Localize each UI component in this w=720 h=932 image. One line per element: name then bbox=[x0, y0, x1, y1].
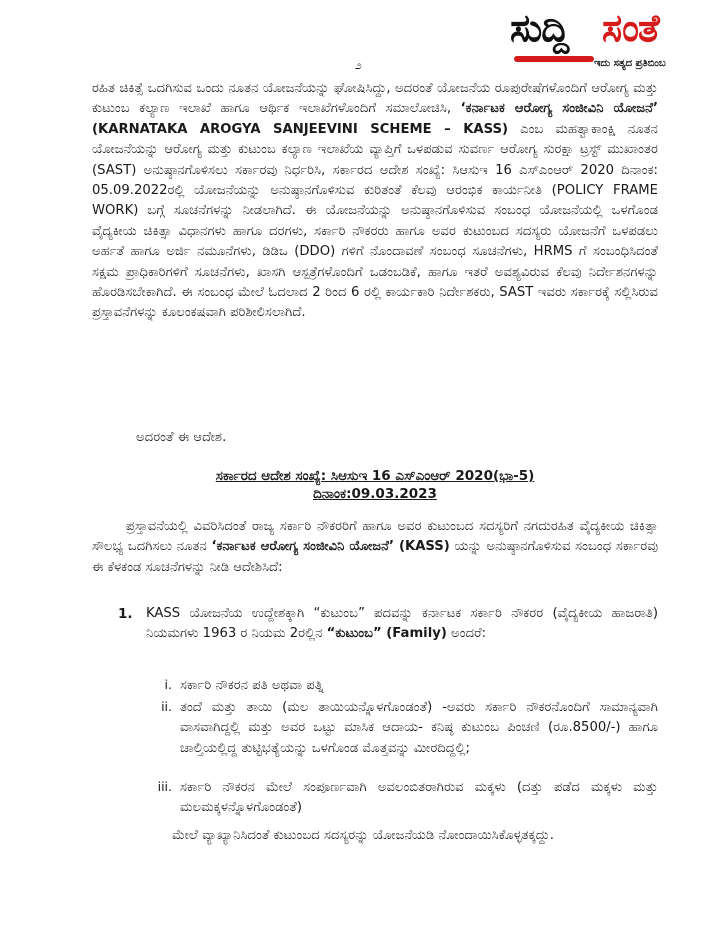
registration-paragraph: ಮೇಲೆ ವ್ಯಾಖ್ಯಾನಿಸಿದಂತೆ ಕುಟುಂಬದ ಸದಸ್ಯರನ್ನು ಯೋಜನೆಯಡಿ ನೋಂದಾಯಿಸಿಕೊಳ್ಳತಕ್ಕದ್ದು. bbox=[172, 828, 554, 843]
logo-word-suddi: ಸುದ್ದಿ bbox=[510, 6, 569, 50]
intro-text-start: ರಹಿತ ಚಿಕಿತ್ಸೆ ಒದಗಿಸುವ ಒಂದು ನೂತನ ಯೋಜನೆಯನ್ನು ಘೋಷಿಸಿದ್ದು, ಅದರಂತೆ ಯೋಜನೆಯ ರೂಪುರೇಷೆಗಳೊಂದಿಗೆ ಆರೋಗ್ಯ ಮತ್ತು ಕುಟುಂಬ ಕಲ್ಯಾಣ ಇಲಾಖೆ ಹಾಗೂ ಆರ್ಥಿಕ ಇಲಾಖೆಗಳೊಂದಿಗೆ ಸಮಾಲೋಚಿಸಿ, bbox=[92, 81, 658, 117]
page-number: ೨ bbox=[355, 58, 362, 72]
brand-logo bbox=[510, 6, 710, 76]
order-text-start: ಪ್ರಸ್ತಾವನೆಯಲ್ಲಿ ವಿವರಿಸಿದಂತೆ ರಾಜ್ಯ ಸರ್ಕಾರಿ ನೌಕರರಿಗೆ ಹಾಗೂ ಅವರ ಕುಟುಂಬದ ಸದಸ್ಯರಿಗೆ ನಗದುರಹಿತ ವೈದ್ಯಕೀಯ ಚಿಕಿತ್ಸಾ ಸೌಲಭ್ಯ ಒದಗಿಸಲು ನೂತನ bbox=[92, 519, 658, 555]
subitem-number: i. bbox=[164, 677, 172, 692]
scheme-name-english: (KARNATAKA AROGYA SANJEEVINI SCHEME – KASS) bbox=[92, 121, 509, 137]
order-number: ಸರ್ಕಾರದ ಆದೇಶ ಸಂಖ್ಯೆ: ಸಿಆಸುಇ 16 ಎಸ್‌ಎಂಆರ್ 2020(ಭಾ-5) bbox=[215, 468, 535, 484]
list-item-family-definition bbox=[146, 604, 658, 645]
subitem-number: ii. bbox=[161, 699, 172, 714]
order-heading bbox=[92, 467, 658, 503]
order-paragraph bbox=[92, 517, 658, 578]
family-definition-text: KASS ಯೋಜನೆಯ ಉದ್ದೇಶಕ್ಕಾಗಿ “ಕುಟುಂಬ” ಪದವನ್ನು ಕರ್ನಾಟಕ ಸರ್ಕಾರಿ ನೌಕರರ (ವೈದ್ಯಕೀಯ ಹಾಜರಾತಿ) ನಿಯಮಗಳು 1963 ರ ನಿಯಮ 2ರಲ್ಲಿನ bbox=[146, 606, 658, 642]
order-text-rest: ಯನ್ನು ಅನುಷ್ಠಾನಗೊಳಿಸುವ ಸಂಬಂಧ ಸರ್ಕಾರವು ಈ ಕೆಳಕಂಡ ಸೂಚನೆಗಳನ್ನು ನೀಡಿ ಆದೇಶಿಸಿದೆ: bbox=[92, 539, 658, 575]
order-statement: ಅದರಂತೆ ಈ ಆದೇಶ. bbox=[136, 430, 227, 445]
scheme-name-kannada: ‘ಕರ್ನಾಟಕ ಆರೋಗ್ಯ ಸಂಜೀವಿನಿ ಯೋಜನೆ’ bbox=[460, 101, 658, 117]
intro-paragraph bbox=[92, 79, 658, 324]
intro-text-rest: ಎಂಬ ಮಹತ್ವಾಕಾಂಕ್ಷಿ ನೂತನ ಯೋಜನೆಯನ್ನು ಆರೋಗ್ಯ ಮತ್ತು ಕುಟುಂಬ ಕಲ್ಯಾಣ ಇಲಾಖೆಯ ವ್ಯಾಪ್ತಿಗೆ ಒಳಪಡುವ ಸುವರ್ಣ ಆರೋಗ್ಯ ಸುರಕ್ಷಾ ಟ್ರಸ್ಟ್ ಮುಖಾಂತರ (SAST) ಅನುಷ್ಠಾನಗೊಳಿಸಲು ಸರ್ಕಾರವು ನಿರ್ಧರಿಸಿ, ಸರ್ಕಾರದ ಆದೇಶ ಸಂಖ್ಯೆ: ಸಿಆಸುಇ 16 ಎಸ್‌ಎಂಆರ್ 2020 ದಿನಾಂಕ: 05.09.2022ರಲ್ಲಿ ಯೋಜನೆಯನ್ನು ಅನುಷ್ಠಾನಗೊಳಿಸುವ ಕುರಿತಂತೆ ಕೆಲವು ಆರಂಭಿಕ ಕಾರ್ಯನೀತಿ (POLICY FRAME WORK) ಬಗ್ಗೆ ಸೂಚನೆಗಳನ್ನು ನೀಡಲಾಗಿದೆ. ಈ ಯೋಜನೆಯನ್ನು ಅನುಷ್ಠಾನಗೊಳಿಸುವ ಸಂಬಂಧ ಯೋಜನೆಯಲ್ಲಿ ಒಳಗೊಂಡ ವೈದ್ಯಕೀಯ ಚಿಕಿತ್ಸಾ ವಿಧಾನಗಳು ಹಾಗೂ ದರಗಳು, ಸರ್ಕಾರಿ ನೌಕರರು ಹಾಗೂ ಅವರ ಕುಟುಂಬದ ಸದಸ್ಯರು ಯೋಜನೆಗೆ ಒಳಪಡಲು ಅರ್ಹತೆ ಹಾಗೂ ಅರ್ಜಿ ನಮೂನೆಗಳು, ಡಿಡಿಒ (DDO) ಗಳಿಗೆ ನೊಂದಾವಣೆ ಸಂಬಂಧ ಸೂಚನೆಗಳು, HRMS ಗೆ ಸಂಬಂಧಿಸಿದಂತೆ ಸಕ್ಷಮ ಪ್ರಾಧಿಕಾರಿಗಳಿಗೆ ಸೂಚನೆಗಳು, ಖಾಸಗಿ ಆಸ್ಪತ್ರೆಗಳೊಂದಿಗೆ ಒಡಂಬಡಿಕೆ, ಹಾಗೂ ಇತರೆ ಅವಶ್ಯವಿರುವ ಕೆಲವು ನಿರ್ದೇಶನಗಳನ್ನು ಹೊರಡಿಸಬೇಕಾಗಿದೆ. ಈ ಸಂಬಂಧ ಮೇಲೆ ಓದಲಾದ 2 ರಿಂದ 6 ರಲ್ಲಿ ಕಾರ್ಯಕಾರಿ ನಿರ್ದೇಶಕರು, SAST ಇವರು ಸರ್ಕಾರಕ್ಕೆ ಸಲ್ಲಿಸಿರುವ ಪ್ರಸ್ತಾವನೆಗಳನ್ನು ಕೂಲಂಕಷವಾಗಿ ಪರಿಶೀಲಿಸಲಾಗಿದೆ. bbox=[92, 121, 658, 321]
list-item-number: 1. bbox=[118, 606, 133, 622]
subitem-spouse: ಸರ್ಕಾರಿ ನೌಕರನ ಪತಿ ಅಥವಾ ಪತ್ನಿ bbox=[180, 678, 324, 693]
subitem-number: iii. bbox=[157, 779, 172, 794]
subitem-parents: ತಂದೆ ಮತ್ತು ತಾಯಿ (ಮಲ ತಾಯಿಯನ್ನೊಳಗೊಂಡಂತೆ) -ಅವರು ಸರ್ಕಾರಿ ನೌಕರನೊಂದಿಗೆ ಸಾಮಾನ್ಯವಾಗಿ ವಾಸವಾಗಿದ್ದಲ್ಲಿ ಮತ್ತು ಅವರ ಒಟ್ಟು ಮಾಸಿಕ ಆದಾಯ- ಕನಿಷ್ಠ ಕುಟುಂಬ ಪಿಂಚಣಿ (ರೂ.8500/-) ಹಾಗೂ ಚಾಲ್ತಿಯಲ್ಲಿದ್ದ ತುಟ್ಟಿಭತ್ಯೆಯನ್ನು ಒಳಗೊಂಡ ಮೊತ್ತವನ್ನು ಮೀರದಿದ್ದಲ್ಲಿ; bbox=[180, 700, 658, 756]
scheme-name-kass: ‘ಕರ್ನಾಟಕ ಆರೋಗ್ಯ ಸಂಜೀವಿನಿ ಯೋಜನೆ’ (KASS) bbox=[211, 539, 450, 555]
logo-tagline: ಇದು ಸತ್ಯದ ಪ್ರತಿಬಿಂಬ bbox=[594, 58, 666, 69]
subitem-children: ಸರ್ಕಾರಿ ನೌಕರನ ಮೇಲೆ ಸಂಪೂರ್ಣವಾಗಿ ಅವಲಂಬಿತರಾಗಿರುವ ಮಕ್ಕಳು (ದತ್ತು ಪಡೆದ ಮಕ್ಕಳು ಮತ್ತು ಮಲಮಕ್ಕಳನ್ನೊಳಗೊಂಡಂತೆ) bbox=[180, 780, 658, 816]
logo-word-sante: ಸಂತೆ bbox=[602, 6, 659, 50]
order-date: ದಿನಾಂಕ:09.03.2023 bbox=[313, 486, 437, 502]
logo-swoosh-graphic bbox=[514, 56, 594, 62]
family-term: “ಕುಟುಂಬ” (Family) bbox=[326, 626, 447, 642]
family-definition-end: ಅಂದರೆ: bbox=[446, 626, 487, 642]
